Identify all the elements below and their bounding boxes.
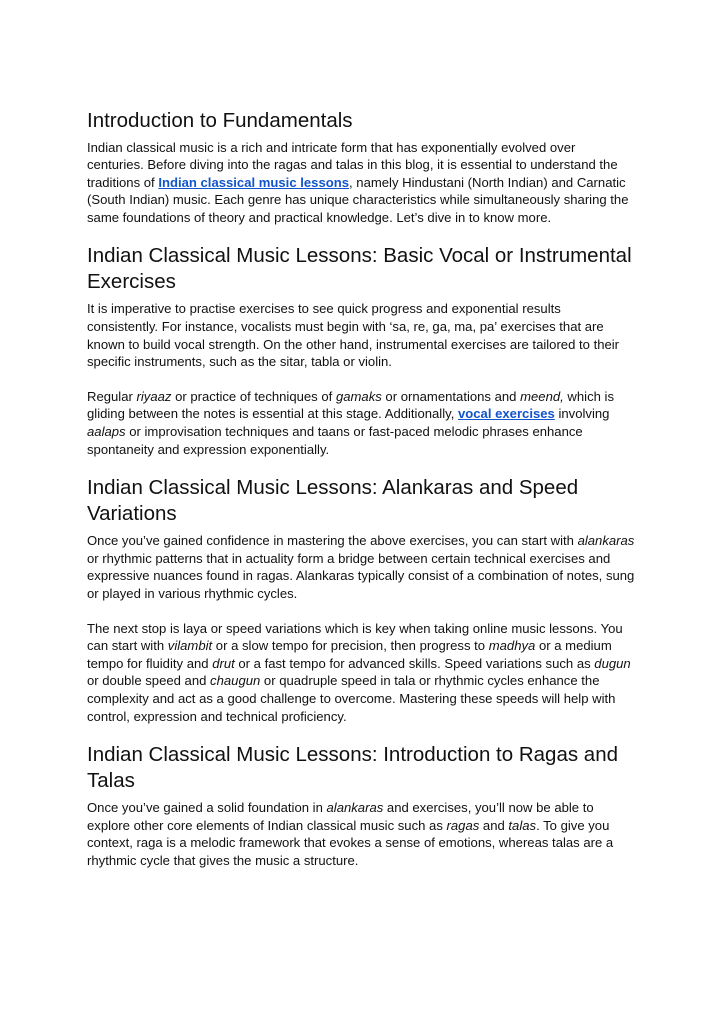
italic-term: aalaps	[87, 424, 126, 440]
text-run: Indian classical music is a rich and intricate form that has exponentially evolved over centuries. Before diving into the ragas and talas in this blog, it is essential to understand the traditions of	[87, 139, 618, 190]
italic-term: dugun	[594, 655, 631, 671]
text-run: Once you’ve gained a solid foundation in	[87, 800, 327, 816]
text-run: , namely Hindustani (North Indian) and Carnatic (South Indian) music. Each genre has unique characteristics while simultaneously sharing the same foundations of theory and practical knowledge. Let’s dive in to know more.	[87, 174, 629, 225]
paragraph	[87, 799, 635, 869]
italic-term: alankaras	[326, 800, 384, 816]
italic-term: vilambit	[167, 638, 213, 654]
italic-term: meend,	[520, 388, 564, 404]
text-run: Regular	[87, 388, 137, 404]
italic-term: chaugun	[210, 673, 261, 689]
italic-term: talas	[508, 817, 537, 833]
section-heading: Indian Classical Music Lessons: Introduction to Ragas and Talas	[87, 743, 619, 792]
text-run: and exercises, you’ll now be able to explore other core elements of Indian classical music such as	[87, 800, 594, 833]
paragraph	[87, 620, 635, 726]
italic-term: ragas	[446, 817, 480, 833]
italic-term: riyaaz	[136, 388, 172, 404]
italic-term: gamaks	[335, 388, 382, 404]
italic-term: drut	[212, 655, 235, 671]
text-run: involving	[554, 406, 610, 422]
paragraph	[87, 388, 635, 458]
section-introduction	[87, 108, 635, 226]
text-run: Once you’ve gained confidence in mastering the above exercises, you can start with	[87, 533, 578, 549]
document-page	[87, 108, 635, 887]
indian-classical-music-lessons-link[interactable]: Indian classical music lessons	[158, 174, 350, 190]
section-heading: Introduction to Fundamentals	[87, 109, 353, 132]
italic-term: alankaras	[577, 533, 635, 549]
paragraph	[87, 532, 635, 602]
italic-term: madhya	[488, 638, 536, 654]
paragraph: It is imperative to practise exercises to see quick progress and exponential results consistently. For instance, vocalists must begin with ‘sa, re, ga, ma, pa’ exercises that are known to build vocal strength. On the other hand, instrumental exercises are tailored to their specific instruments, such as the sitar, tabla or violin.	[87, 301, 620, 370]
text-run: or rhythmic patterns that in actuality form a bridge between certain technical exercises and expressive nuances found in ragas. Alankaras typically consist of a combination of notes, sung or played in various rhythmic cycles.	[87, 550, 635, 601]
section-heading: Indian Classical Music Lessons: Basic Vocal or Instrumental Exercises	[87, 244, 632, 293]
text-run: or practice of techniques of	[171, 388, 336, 404]
text-run: or a medium tempo for fluidity and	[87, 638, 612, 671]
text-run: . To give you context, raga is a melodic framework that evokes a sense of emotions, whereas talas are a rhythmic cycle that gives the music a structure.	[87, 817, 614, 868]
text-run: or quadruple speed in tala or rhythmic cycles enhance the complexity and act as a good challenge to overcome. Mastering these speeds will help with control, expression and technical proficiency.	[87, 673, 616, 724]
section-heading: Indian Classical Music Lessons: Alankaras and Speed Variations	[87, 476, 579, 525]
section-ragas-talas	[87, 742, 635, 869]
text-run: which is gliding between the notes is essential at this stage. Additionally,	[87, 388, 614, 422]
paragraph	[87, 139, 635, 227]
text-run: or improvisation techniques and taans or fast-paced melodic phrases enhance spontaneity and expression exponentially.	[87, 424, 583, 457]
text-run: The next stop is laya or speed variations which is key when taking online music lessons. You can start with	[87, 620, 623, 654]
text-run: or ornamentations and	[381, 388, 521, 404]
vocal-exercises-link[interactable]: vocal exercises	[457, 406, 555, 422]
text-run: or a slow tempo for precision, then progress to	[212, 638, 489, 654]
text-run: or a fast tempo for advanced skills. Speed variations such as	[234, 655, 595, 671]
text-run: and	[479, 817, 509, 833]
text-run: or double speed and	[87, 673, 211, 689]
section-basic-exercises	[87, 243, 635, 458]
section-alankaras	[87, 475, 635, 725]
